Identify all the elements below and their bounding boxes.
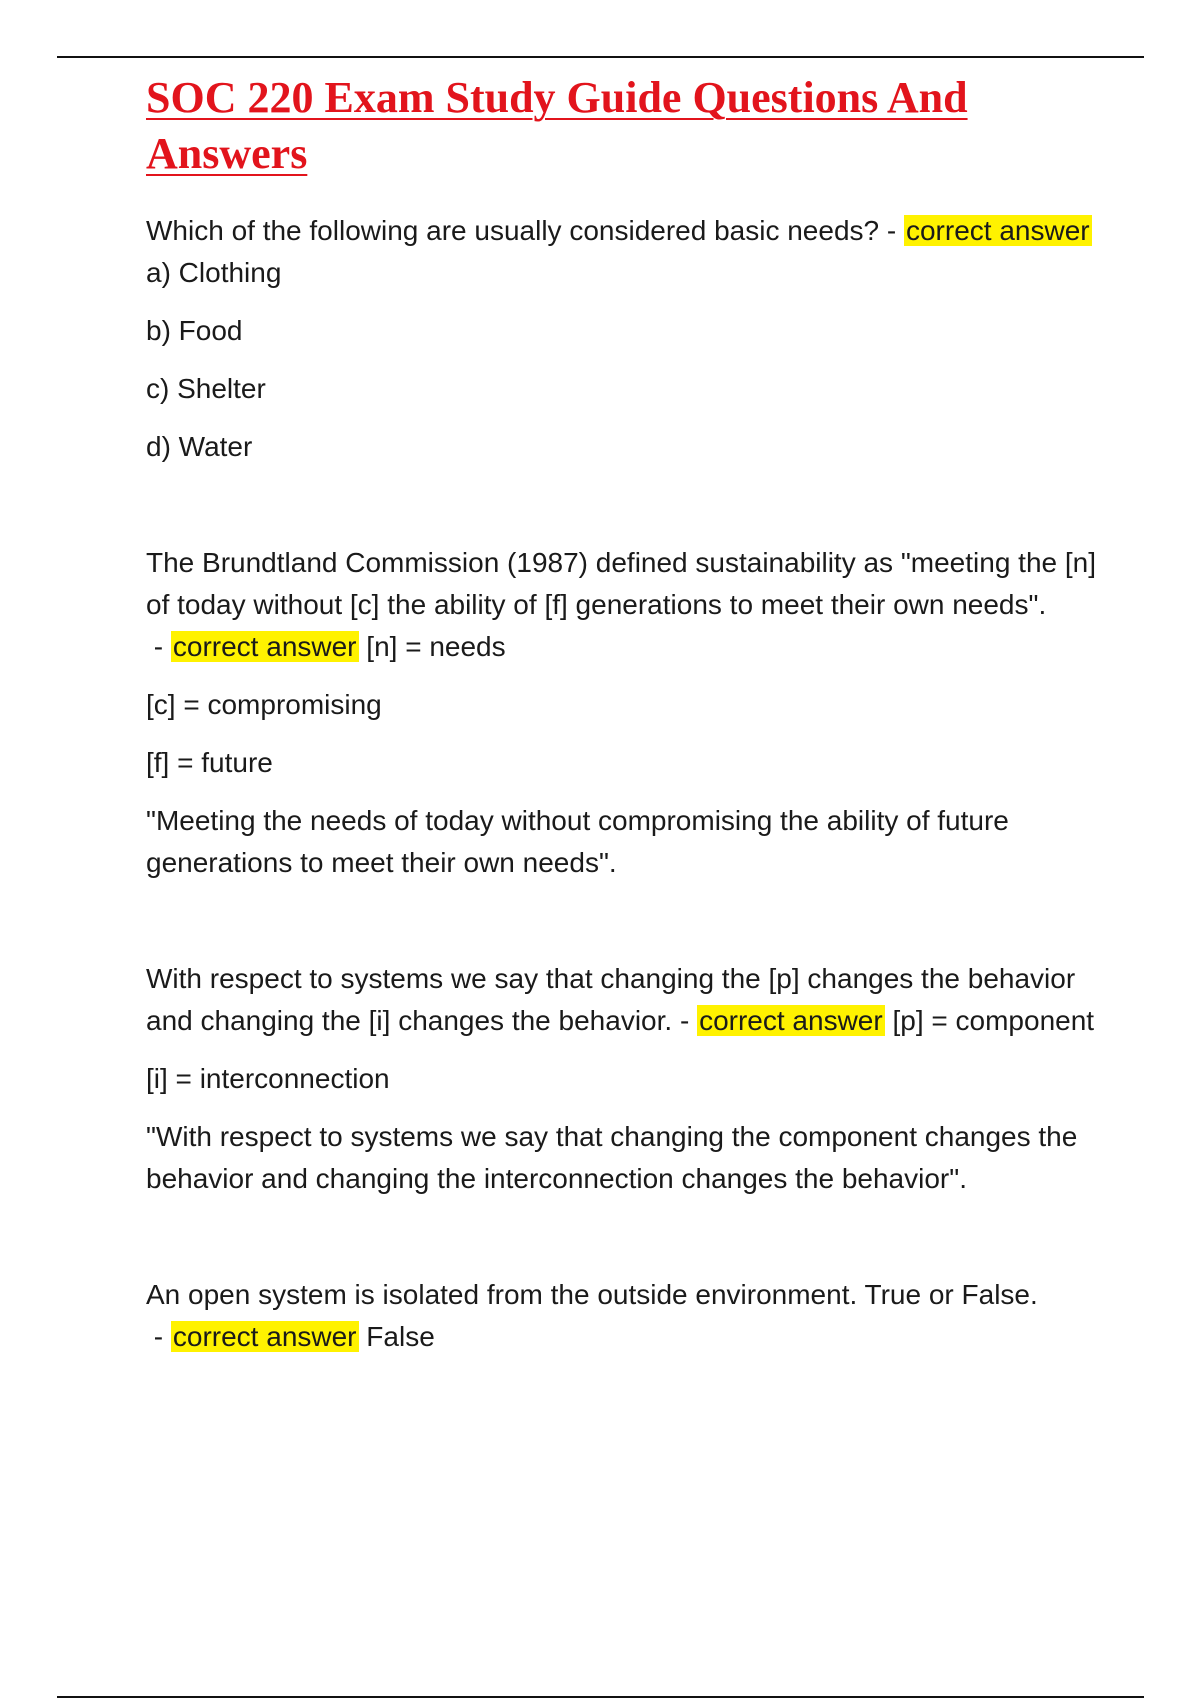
answer-lead: a) Clothing (146, 257, 282, 288)
separator: - (146, 1321, 171, 1352)
bottom-rule (57, 1696, 1144, 1698)
top-rule (57, 56, 1144, 58)
answer-line: "With respect to systems we say that changing the component changes the behavior and changing the interconnection changes the behavior". (146, 1121, 1078, 1194)
answer-line: d) Water (146, 431, 253, 462)
answer-line: [i] = interconnection (146, 1063, 390, 1094)
question-paragraph (146, 542, 1096, 668)
correct-answer-highlight: correct answer (905, 215, 1090, 246)
answer-line: b) Food (146, 315, 243, 346)
answer-line: "Meeting the needs of today without compromising the ability of future generations to meet their own needs". (146, 805, 1009, 878)
qa-item (146, 1274, 1096, 1358)
answer-line: [c] = compromising (146, 689, 382, 720)
answer-lead: False (366, 1321, 435, 1352)
question-paragraph (146, 210, 1096, 294)
answer-lead: [n] = needs (366, 631, 506, 662)
document-title: SOC 220 Exam Study Guide Questions And Answers (146, 73, 968, 178)
correct-answer-highlight: correct answer (172, 1321, 357, 1352)
question-text: With respect to systems we say that changing the [p] changes the behavior and changing the [i] changes the behavior. (146, 963, 1076, 1036)
correct-answer-highlight: correct answer (699, 1005, 883, 1036)
qa-item (146, 210, 1096, 468)
answer-line: c) Shelter (146, 373, 266, 404)
question-paragraph (146, 1274, 1096, 1358)
answer-line: [f] = future (146, 747, 273, 778)
separator: - (146, 631, 171, 662)
separator: - (672, 1005, 698, 1036)
question-text: Which of the following are usually considered basic needs? (146, 215, 880, 246)
document-body (146, 70, 1096, 1374)
qa-item (146, 542, 1096, 884)
question-paragraph (146, 958, 1096, 1042)
answer-lead: [p] = component (892, 1005, 1095, 1036)
qa-item (146, 958, 1096, 1200)
correct-answer-highlight: correct answer (172, 631, 357, 662)
separator: - (879, 215, 904, 246)
question-text: The Brundtland Commission (1987) defined sustainability as "meeting the [n] of today without [c] the ability of [f] generations to meet their own needs". (146, 547, 1097, 620)
question-text: An open system is isolated from the outside environment. True or False. (146, 1279, 1038, 1310)
